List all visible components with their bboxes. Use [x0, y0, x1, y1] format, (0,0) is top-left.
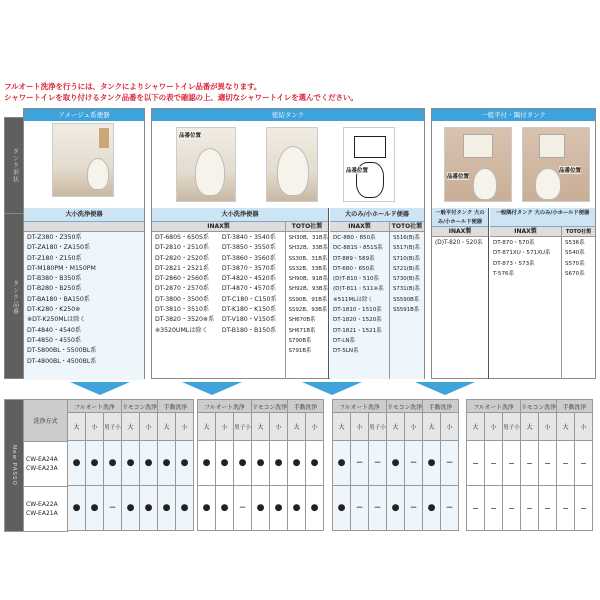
series-label: New PASSO — [5, 400, 24, 532]
compat-table-flat-corner: フルオート洗浄 リモコン洗浄 手動洗浄 大 小 男子小 大 小 大 小 − − − − − − − − − − − − − − — [466, 399, 593, 531]
compat-table-single-flush: フルオート洗浄 リモコン洗浄 手動洗浄 大 小 男子小 大 小 大 小 ● − − ● − ● − ● − − ● − ● − — [332, 399, 459, 531]
toilet-photo — [52, 123, 114, 197]
maker-inax: INAX製 — [330, 222, 390, 231]
maker-inax: INAX製 — [152, 222, 286, 231]
group-dual-flush: 大小洗浄便器 INAX製 TOTO社製 DT-680S・650S系 DT-2810・2510系 DT-2820・2520系 DT-2821・2521系 DT-2860・2560系 DT-2870・2570系 DT-3800・3500系 DT-3810・3510系 DT-3820・3520※系 ※3520UMLは除く DT-3840・3540系 DT-3850・3550系 DT-3860・3560系 DT-3870・3570系 DT-4820・4520系 DT-4870・4570系 DT-C180・C150系 DT-K180・K150系 DT-V180・V150系 DT-B180・B150系 SH30B、31B系 SH32B、33B系 SS30B、31B系 SS32B、33B系 SH90B、91B系 SH92B、93B系 SS90B、91B系 SS92B、93B系 SH670B系 SH671B系 S790B系 S791B系 — [152, 208, 329, 379]
model-label-table — [4, 399, 68, 532]
inax-list: DC-880・850系 DC-881S・851S系 DT-889・589系 DT-680・650系 (D)T-810・510系 (D)T-811・511※系 ※511MLは除く DT-1810・1510系 DT-1820・1520系 DT-1821・1521系 DT-LN系 DT-5LN系 — [330, 232, 390, 379]
panel-close-coupled — [151, 108, 425, 379]
side-label-tank-shape: タンク形状 — [11, 148, 19, 183]
maker-toto: TOTO社製 — [391, 223, 423, 230]
inax-list: (D)T-820・520系 — [435, 240, 483, 246]
group-flat-tank: 一般平付タンク 大のみ/小ホールド便器 INAX製 (D)T-820・520系 — [432, 208, 489, 379]
notice-line-2: シャワートイレを取り付けるタンク品番を以下の表で確認の上、適切なシャワートイレを選んでください。 — [4, 93, 358, 102]
toto-list: SH30B、31B系 SH32B、33B系 SS30B、31B系 SS32B、33B系 SH90B、91B系 SH92B、93B系 SS90B、91B系 SS92B、93B系 SH670B系 SH671B系 S790B系 S791B系 — [288, 235, 328, 355]
panel-title: 一般平付・隅付タンク — [432, 109, 595, 121]
inax-list: DT-870・570系 DT-871XU・571XU系 DT-873・573系 T-576系 — [490, 237, 562, 379]
wash-method-label: 洗浄方式 — [24, 400, 68, 442]
compat-table-amage: フルオート洗浄 リモコン洗浄 手動洗浄 大 小 男子小 大 小 大 小 ● ● ● ● ● ● ● ● ● − ● ● ● ● — [67, 399, 194, 531]
maker-toto: TOTO社製 — [565, 229, 592, 235]
maker-header-empty — [24, 222, 144, 232]
down-arrow-icon — [70, 382, 130, 395]
compat-table-dual-flush: フルオート洗浄 リモコン洗浄 手動洗浄 大 小 男子小 大 小 大 小 ● ● ● ● ● ● ● ● ● − ● ● ● ● — [197, 399, 324, 531]
maker-inax: INAX製 — [490, 227, 562, 236]
panel-amage — [23, 108, 145, 379]
down-arrow-icon — [302, 382, 362, 395]
inax-list-2: DT-3840・3540系 DT-3850・3550系 DT-3860・3560系 DT-3870・3570系 DT-4820・4520系 DT-4870・4570系 DT-C180・C150系 DT-K180・K150系 DT-V180・V150系 DT-B180・B150系 — [219, 232, 286, 379]
toilet-photo-2 — [266, 127, 318, 202]
toilet-photo-corner: 品番位置 — [522, 127, 590, 202]
panel-title: 密結タンク — [152, 109, 424, 121]
panel-flat-corner-tank — [431, 108, 596, 379]
side-label-tank-model: タンク品番 — [11, 279, 19, 315]
toto-list: S536系 S540系 S570系 S670系 — [565, 240, 585, 277]
panel-title: アメージュ系便器 — [24, 109, 144, 121]
maker-toto: TOTO社製 — [291, 223, 323, 230]
model-row-2: CW-EA22A CW-EA21A — [24, 487, 68, 532]
toilet-photo-1: 品番位置 — [176, 127, 236, 202]
toilet-diagram: 品番位置 — [343, 127, 395, 202]
toilet-photo-flat: 品番位置 — [444, 127, 512, 202]
down-arrow-icon — [182, 382, 242, 395]
inax-list-1: DT-680S・650S系 DT-2810・2510系 DT-2820・2520系 DT-2821・2521系 DT-2860・2560系 DT-2870・2570系 DT-3800・3500系 DT-3810・3510系 DT-3820・3520※系 ※3520UMLは除く — [155, 234, 215, 334]
group-corner-tank: 一般隅付タンク 大のみ/小ホールド便器 INAX製 TOTO社製 DT-870・570系 DT-871XU・571XU系 DT-873・573系 T-576系 S536系 S540系 S570系 S670系 — [490, 208, 595, 379]
notice-line-1: フルオート洗浄を行うには、タンクによりシャワートイレ品番が異なります。 — [4, 82, 262, 91]
toto-list: S516(B)系 S517(B)系 S710(B)系 S721(B)系 S730(B)系 S731(B)系 SS590B系 SS591B系 — [393, 235, 421, 314]
model-list-amage: DT-Z380・Z350系 DT-ZA180・ZA150系 DT-Z180・Z150系 DT-M180PM・M150PM DT-B380・B350系 DT-B280・B250系 DT-BA180・BA150系 DT-K280・K250※ ※DT-K250MLは除く DT-4840・4540系 DT-4850・4550系 DT-5800BL・5500BL系 DT-4800BL・4500BL系 — [24, 232, 144, 380]
side-label-bar — [4, 117, 24, 379]
subhead-dual-flush: 大小洗浄便器 — [24, 208, 144, 222]
model-row-1: CW-EA24A CW-EA23A — [24, 442, 68, 487]
maker-inax: INAX製 — [432, 227, 488, 237]
down-arrow-icon — [415, 382, 475, 395]
group-single-flush: 大のみ/小ホールド便器 INAX製 TOTO社製 DC-880・850系 DC-881S・851S系 DT-889・589系 DT-680・650系 (D)T-810・510系 (D)T-811・511※系 ※511MLは除く DT-1810・1510系 DT-1820・1520系 DT-1821・1521系 DT-LN系 DT-5LN系 S516(B)系 S517(B)系 S710(B)系 S721(B)系 S730(B)系 S731(B)系 SS590B系 SS591B系 — [330, 208, 424, 379]
